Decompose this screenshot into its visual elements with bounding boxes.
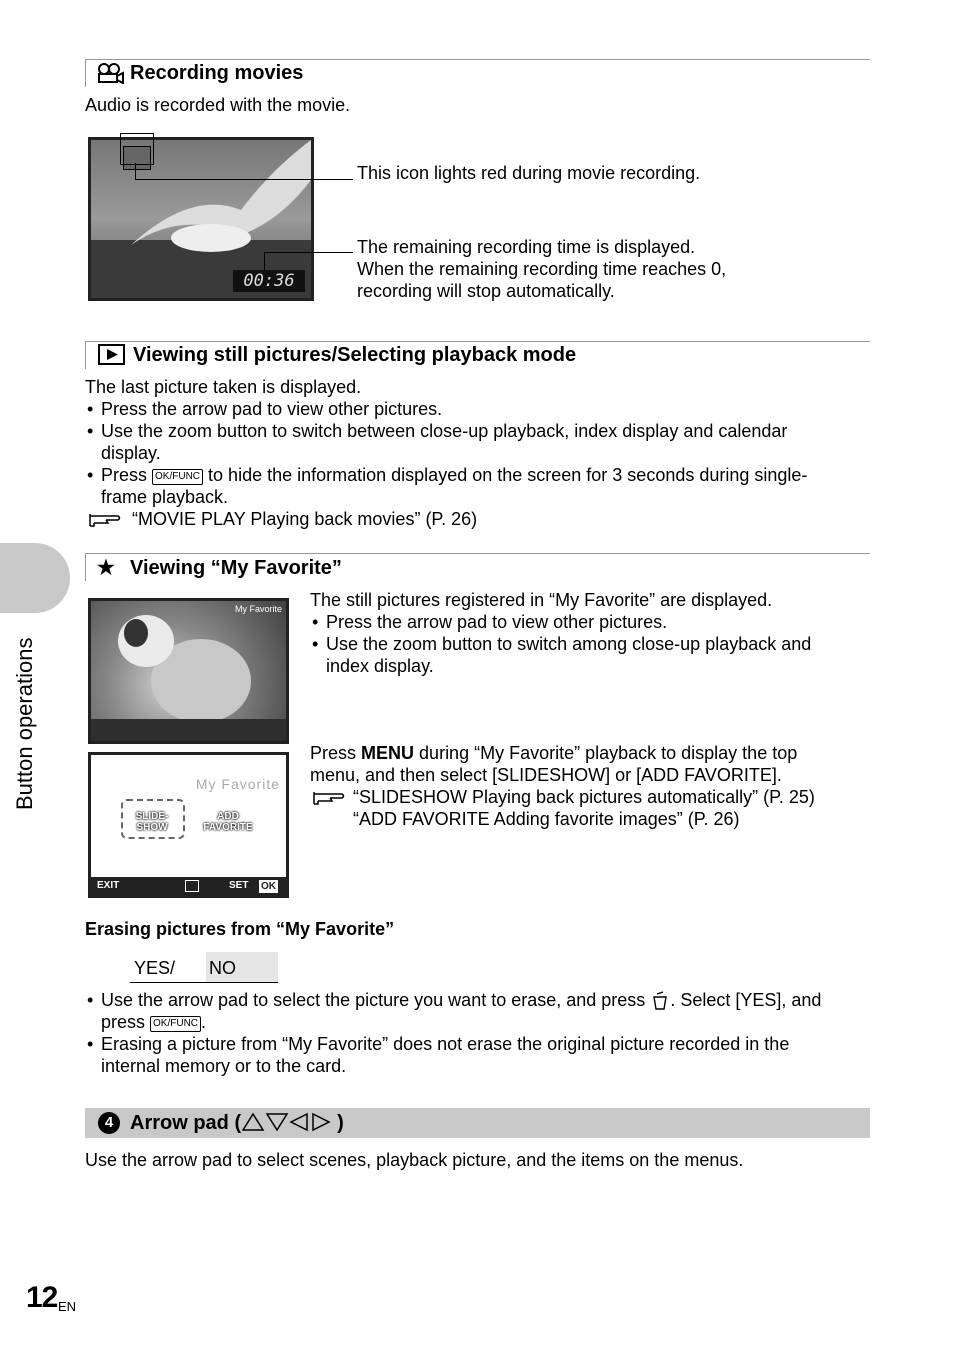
menu-button-label: MENU [361, 743, 415, 763]
favorite-press-line [310, 742, 797, 764]
section-divider [85, 341, 870, 342]
icon-highlight-box [120, 133, 154, 165]
menu-exit-label: EXIT [97, 880, 120, 891]
page-language: EN [58, 1299, 77, 1314]
slideshow-label-2: SHOW [136, 822, 168, 833]
favorite-press-line-2: menu, and then select [SLIDESHOW] or [ADD FAVORITE]. [310, 765, 782, 785]
arrow-pad-title [130, 1111, 344, 1135]
press-word: press [101, 1012, 146, 1032]
callout-icon-text: This icon lights red during movie recording. [357, 163, 701, 183]
arrow-pad-title-text: Arrow pad ( [130, 1112, 242, 1134]
erasing-bullet-2: Erasing a picture from “My Favorite” does not erase the original picture recorded in the [101, 1034, 790, 1054]
movie-camera-icon [96, 62, 124, 84]
number-badge: 4 [98, 1112, 120, 1134]
section-divider-left [85, 59, 86, 87]
favorite-bullet-2-cont: index display. [326, 656, 434, 676]
menu-set-label: SET [229, 880, 249, 891]
bullet-3-text: to hide the information displayed on the screen for 3 seconds during single- [208, 465, 808, 485]
side-tab [0, 543, 70, 613]
ok-func-button-icon: OK/FUNC [150, 1016, 201, 1032]
pointing-hand-icon [88, 510, 122, 528]
yes-label: YES/ [134, 958, 176, 978]
favorite-title: Viewing “My Favorite” [130, 557, 342, 579]
menu-slideshow-item [127, 811, 177, 833]
callout-line [264, 252, 265, 270]
bullet-dot: • [87, 399, 94, 419]
movies-title: Recording movies [130, 62, 304, 84]
favorite-menu-screen [88, 752, 289, 898]
erasing-bullet-2-cont: internal memory or to the card. [101, 1056, 347, 1076]
play-icon [98, 344, 126, 366]
playback-title: Viewing still pictures/Selecting playback mode [133, 344, 577, 366]
section-divider [85, 553, 870, 554]
playback-bullet-2: Use the zoom button to switch between close-up playback, index display and calendar [101, 421, 788, 441]
trash-icon [650, 990, 670, 1010]
menu-screen-title: My Favorite [195, 776, 280, 792]
add-favorite-label-2: FAVORITE [203, 822, 253, 833]
arrow-keys-icon [185, 880, 199, 892]
slideshow-label-1: SLIDE- [135, 811, 169, 822]
bullet-dot: • [87, 421, 94, 441]
callout-line [135, 179, 353, 180]
photo-favorite-label: My Favorite [234, 604, 282, 614]
press-word: Press [101, 465, 148, 485]
pointing-hand-icon [312, 788, 346, 806]
page-number: 12 [26, 1281, 58, 1314]
no-label: NO [209, 958, 236, 978]
movies-intro: Audio is recorded with the movie. [85, 95, 351, 115]
playback-intro: The last picture taken is displayed. [85, 377, 362, 397]
callout-time-text-2: When the remaining recording time reaches 0, [357, 259, 727, 279]
favorite-intro: The still pictures registered in “My Favorite” are displayed. [310, 590, 773, 610]
playback-bullet-3-cont: frame playback. [101, 487, 229, 507]
playback-bullet-2-cont: display. [101, 443, 161, 463]
yes-no-selector [130, 952, 278, 983]
press-word: Press [310, 743, 357, 763]
playback-reference: “MOVIE PLAY Playing back movies” (P. 26) [132, 509, 478, 529]
callout-time-text-3: recording will stop automatically. [357, 281, 615, 301]
erasing-title: Erasing pictures from “My Favorite” [85, 919, 395, 939]
bullet-dot: • [87, 1034, 94, 1054]
erasing-bullet-1-text: Use the arrow pad to select the picture you want to erase, and press [101, 990, 646, 1010]
erasing-bullet-1-tail: . Select [YES], and [670, 990, 822, 1010]
erasing-bullet-1 [101, 989, 821, 1011]
arrow-keys-icon [241, 1112, 337, 1132]
press-line-text: during “My Favorite” playback to display the top [419, 743, 798, 763]
erasing-bullet-1-cont [101, 1011, 206, 1033]
bullet-dot: • [87, 465, 94, 485]
bullet-dot: • [87, 990, 94, 1010]
recording-timer: 00:36 [233, 270, 305, 292]
favorite-reference-2: “ADD FAVORITE Adding favorite images” (P. 26) [353, 809, 740, 829]
callout-line [135, 163, 136, 179]
star-icon: ★ [97, 557, 115, 579]
bullet-dot: • [312, 612, 319, 632]
arrow-pad-text: Use the arrow pad to select scenes, playback picture, and the items on the menus. [85, 1150, 744, 1170]
section-divider [85, 59, 870, 60]
favorite-bullet-1: Press the arrow pad to view other pictures. [326, 612, 668, 632]
boy-and-puppy-image [91, 601, 286, 741]
menu-ok-badge: OK [261, 881, 276, 892]
add-favorite-label-1: ADD [217, 811, 239, 822]
section-divider-left [85, 553, 86, 581]
playback-bullet-3 [101, 464, 807, 486]
favorite-photo [88, 598, 289, 744]
period: . [201, 1012, 207, 1032]
callout-line [264, 252, 353, 253]
arrow-pad-title-close: ) [337, 1112, 344, 1134]
favorite-bullet-2: Use the zoom button to switch among close-up playback and [326, 634, 812, 654]
yes-option [130, 952, 206, 982]
menu-add-favorite-item [195, 811, 261, 833]
callout-time-text-1: The remaining recording time is displayed. [357, 237, 696, 257]
playback-bullet-1: Press the arrow pad to view other pictures. [101, 399, 443, 419]
section-divider-left [85, 341, 86, 369]
side-tab-label: Button operations [12, 637, 37, 810]
favorite-reference-1: “SLIDESHOW Playing back pictures automatically” (P. 25) [353, 787, 815, 807]
no-option [206, 952, 278, 982]
bullet-dot: • [312, 634, 319, 654]
ok-func-button-icon: OK/FUNC [152, 469, 203, 485]
